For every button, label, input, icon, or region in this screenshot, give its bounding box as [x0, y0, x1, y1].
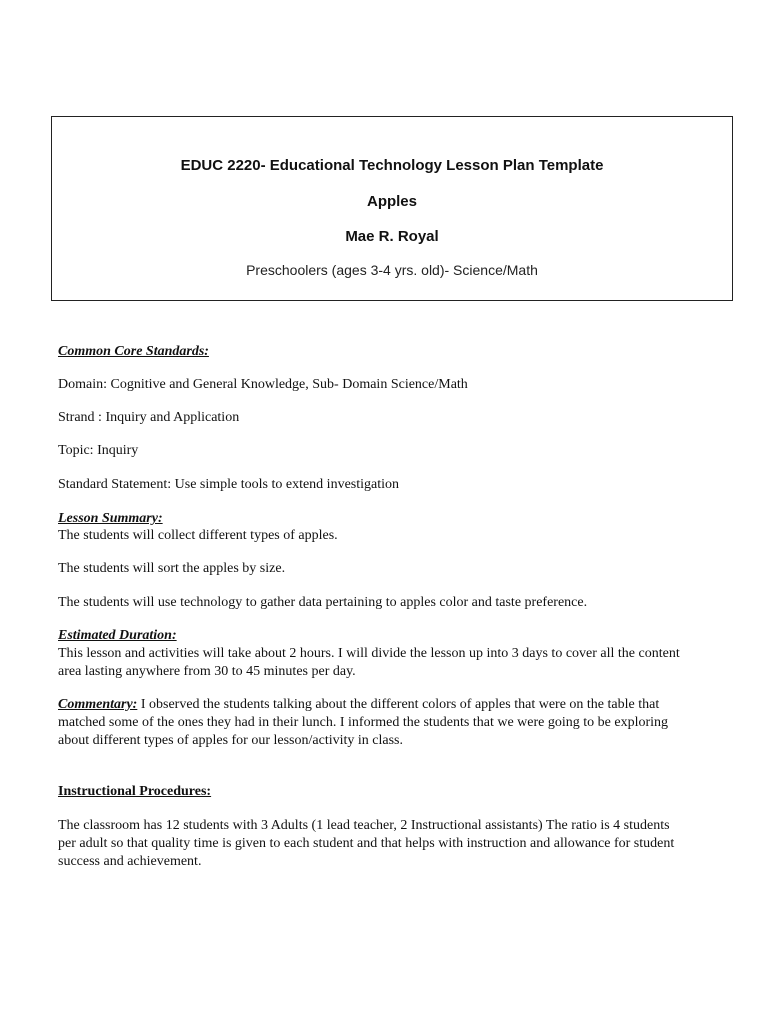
procedures-heading-text: Instructional Procedures: — [58, 784, 212, 799]
duration-heading-text: Estimated Duration: — [58, 628, 177, 643]
procedures-line-2: per adult so that quality time is given to each student and that helps with instruction and allowance for student — [58, 836, 675, 851]
summary-heading-text: Lesson Summary: — [58, 511, 163, 526]
duration-line-1: This lesson and activities will take about 2 hours. I will divide the lesson up into 3 days to cover all the content — [58, 646, 680, 661]
lesson-title: Apples — [366, 193, 417, 210]
commentary-line-3: about different types of apples for our lesson/activity in class. — [58, 733, 403, 748]
audience-line: Preschoolers (ages 3-4 yrs. old)- Science/Math — [246, 262, 538, 278]
commentary-line-1 — [58, 696, 738, 714]
standards-domain: Domain: Cognitive and General Knowledge, Sub- Domain Science/Math — [58, 377, 468, 392]
commentary-line-2: matched some of the ones they had in their lunch. I informed the students that we were going to be exploring — [58, 715, 669, 730]
commentary-heading-text: Commentary: — [58, 697, 138, 712]
commentary-text-1: I observed the students talking about the different colors of apples that were on the table that — [137, 697, 660, 712]
duration-line-2: area lasting anywhere from 30 to 45 minutes per day. — [58, 664, 356, 679]
procedures-line-1: The classroom has 12 students with 3 Adults (1 lead teacher, 2 Instructional assistants) The ratio is 4 students — [58, 818, 670, 833]
standards-topic: Topic: Inquiry — [58, 443, 139, 458]
standards-statement: Standard Statement: Use simple tools to extend investigation — [58, 477, 400, 492]
summary-line-1: The students will collect different types of apples. — [58, 528, 338, 543]
course-title: EDUC 2220- Educational Technology Lesson Plan Template — [180, 157, 604, 174]
summary-heading — [58, 510, 738, 528]
standards-heading — [58, 343, 738, 361]
procedures-heading — [58, 783, 738, 801]
standards-heading-text: Common Core Standards: — [58, 344, 209, 359]
standards-strand: Strand : Inquiry and Application — [58, 410, 240, 425]
procedures-line-3: success and achievement. — [58, 854, 202, 869]
summary-line-2: The students will sort the apples by size. — [58, 561, 286, 576]
summary-line-3: The students will use technology to gather data pertaining to apples color and taste preference. — [58, 595, 588, 610]
title-box — [51, 116, 733, 301]
author-name: Mae R. Royal — [345, 228, 439, 245]
duration-heading — [58, 627, 738, 645]
